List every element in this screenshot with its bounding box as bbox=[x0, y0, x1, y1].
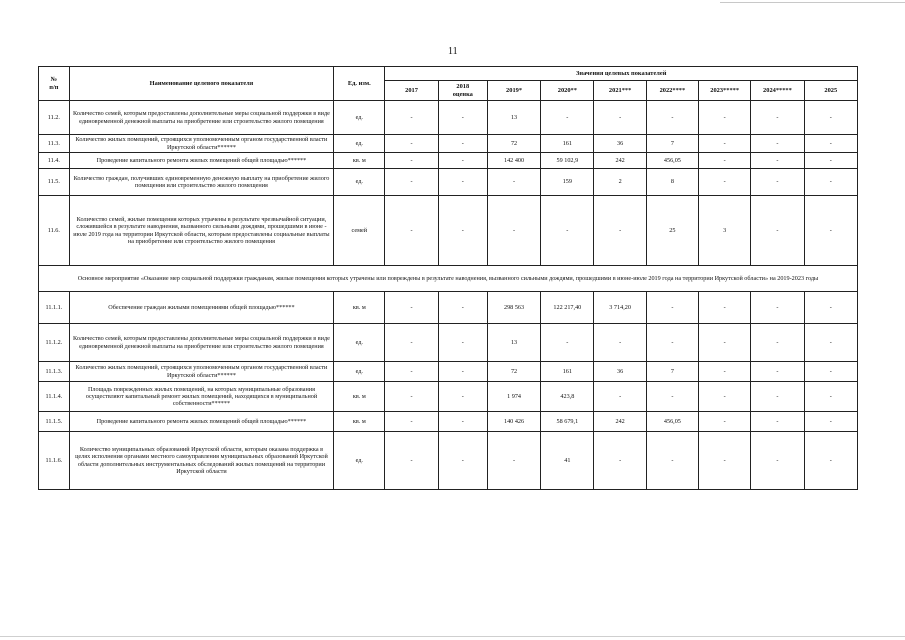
value-cell: 72 bbox=[487, 362, 540, 382]
value-cell: 59 102,9 bbox=[541, 153, 594, 169]
row-number: 11.1.2. bbox=[39, 324, 70, 362]
unit-cell: ед. bbox=[334, 432, 385, 490]
header-name: Наименование целевого показателя bbox=[69, 67, 333, 101]
header-num: № п/п bbox=[39, 67, 70, 101]
indicator-name: Количество семей, которым предоставлены дополнительные меры социальной поддержки в виде единовременной денежной выплаты на приобретение или строительство жилого помещения bbox=[69, 101, 333, 135]
value-cell: 13 bbox=[487, 101, 540, 135]
unit-cell: кв. м bbox=[334, 412, 385, 432]
value-cell: - bbox=[751, 292, 804, 324]
value-cell: - bbox=[594, 196, 646, 266]
value-cell: - bbox=[541, 101, 594, 135]
value-cell: - bbox=[751, 101, 804, 135]
value-cell: 140 426 bbox=[487, 412, 540, 432]
table-row bbox=[39, 292, 858, 324]
header-year: 2020** bbox=[541, 81, 594, 101]
value-cell: 298 563 bbox=[487, 292, 540, 324]
value-cell: 161 bbox=[541, 135, 594, 153]
value-cell: - bbox=[751, 153, 804, 169]
value-cell: - bbox=[804, 324, 857, 362]
value-cell: - bbox=[385, 153, 438, 169]
value-cell: - bbox=[699, 362, 751, 382]
value-cell: - bbox=[385, 382, 438, 412]
row-number: 11.5. bbox=[39, 169, 70, 196]
value-cell: - bbox=[541, 324, 594, 362]
indicator-name: Обеспечение граждан жилыми помещениями общей площадью****** bbox=[69, 292, 333, 324]
value-cell: - bbox=[385, 412, 438, 432]
value-cell: - bbox=[438, 196, 487, 266]
target-indicators-table bbox=[38, 66, 858, 490]
value-cell: 122 217,40 bbox=[541, 292, 594, 324]
value-cell: - bbox=[804, 153, 857, 169]
table-row bbox=[39, 382, 858, 412]
value-cell: - bbox=[487, 169, 540, 196]
value-cell: - bbox=[438, 169, 487, 196]
table-row bbox=[39, 324, 858, 362]
table-row bbox=[39, 196, 858, 266]
value-cell: - bbox=[699, 135, 751, 153]
row-number: 11.1.5. bbox=[39, 412, 70, 432]
value-cell: - bbox=[438, 101, 487, 135]
value-cell: 7 bbox=[646, 135, 698, 153]
header-unit: Ед. изм. bbox=[334, 67, 385, 101]
value-cell: 242 bbox=[594, 412, 646, 432]
header-year: 2017 bbox=[385, 81, 438, 101]
unit-cell: кв. м bbox=[334, 292, 385, 324]
value-cell: - bbox=[699, 324, 751, 362]
value-cell: - bbox=[699, 153, 751, 169]
unit-cell: кв. м bbox=[334, 382, 385, 412]
value-cell: - bbox=[438, 135, 487, 153]
header-year: 2023***** bbox=[699, 81, 751, 101]
value-cell: - bbox=[438, 324, 487, 362]
table-row bbox=[39, 169, 858, 196]
value-cell: - bbox=[438, 292, 487, 324]
value-cell: - bbox=[751, 169, 804, 196]
value-cell: - bbox=[751, 135, 804, 153]
value-cell: - bbox=[804, 169, 857, 196]
value-cell: - bbox=[804, 412, 857, 432]
value-cell: 3 bbox=[699, 196, 751, 266]
row-number: 11.1.6. bbox=[39, 432, 70, 490]
value-cell: - bbox=[594, 101, 646, 135]
header-year: 2025 bbox=[804, 81, 857, 101]
header-year: 2022**** bbox=[646, 81, 698, 101]
value-cell: - bbox=[438, 153, 487, 169]
value-cell: - bbox=[487, 432, 540, 490]
table-row bbox=[39, 101, 858, 135]
value-cell: 36 bbox=[594, 135, 646, 153]
unit-cell: ед. bbox=[334, 169, 385, 196]
value-cell: - bbox=[699, 412, 751, 432]
value-cell: 142 400 bbox=[487, 153, 540, 169]
value-cell: - bbox=[751, 412, 804, 432]
value-cell: - bbox=[804, 432, 857, 490]
value-cell: - bbox=[804, 382, 857, 412]
value-cell: 2 bbox=[594, 169, 646, 196]
value-cell: - bbox=[438, 432, 487, 490]
value-cell: - bbox=[385, 135, 438, 153]
value-cell: - bbox=[646, 324, 698, 362]
unit-cell: ед. bbox=[334, 324, 385, 362]
value-cell: - bbox=[594, 382, 646, 412]
unit-cell: ед. bbox=[334, 101, 385, 135]
unit-cell: кв. м bbox=[334, 153, 385, 169]
value-cell: - bbox=[541, 196, 594, 266]
value-cell: - bbox=[385, 362, 438, 382]
section-row bbox=[39, 266, 858, 292]
header-year: 2021*** bbox=[594, 81, 646, 101]
header-values-group: Значения целевых показателей bbox=[385, 67, 858, 81]
value-cell: - bbox=[751, 362, 804, 382]
value-cell: - bbox=[804, 101, 857, 135]
value-cell: - bbox=[594, 324, 646, 362]
value-cell: - bbox=[804, 135, 857, 153]
value-cell: - bbox=[699, 382, 751, 412]
unit-cell: семей bbox=[334, 196, 385, 266]
value-cell: 1 974 bbox=[487, 382, 540, 412]
value-cell: 242 bbox=[594, 153, 646, 169]
scan-edge-bottom bbox=[0, 636, 905, 637]
table-row bbox=[39, 362, 858, 382]
value-cell: 36 bbox=[594, 362, 646, 382]
indicator-name: Количество семей, которым предоставлены дополнительные меры социальной поддержки в виде единовременной денежной выплаты на приобретение или строительство жилого помещения bbox=[69, 324, 333, 362]
value-cell: - bbox=[751, 432, 804, 490]
value-cell: - bbox=[804, 196, 857, 266]
value-cell: - bbox=[385, 169, 438, 196]
value-cell: - bbox=[594, 432, 646, 490]
row-number: 11.6. bbox=[39, 196, 70, 266]
table-row bbox=[39, 412, 858, 432]
row-number: 11.1.1. bbox=[39, 292, 70, 324]
row-number: 11.1.4. bbox=[39, 382, 70, 412]
row-number: 11.4. bbox=[39, 153, 70, 169]
value-cell: 13 bbox=[487, 324, 540, 362]
value-cell: - bbox=[646, 292, 698, 324]
value-cell: - bbox=[385, 324, 438, 362]
value-cell: 159 bbox=[541, 169, 594, 196]
value-cell: - bbox=[438, 362, 487, 382]
value-cell: - bbox=[646, 432, 698, 490]
value-cell: - bbox=[699, 292, 751, 324]
value-cell: 456,05 bbox=[646, 153, 698, 169]
value-cell: - bbox=[699, 432, 751, 490]
value-cell: - bbox=[385, 432, 438, 490]
value-cell: - bbox=[385, 101, 438, 135]
indicator-name: Количество граждан, получивших единовременную денежную выплату на приобретение жилого помещения или строительство жилого помещения bbox=[69, 169, 333, 196]
value-cell: 161 bbox=[541, 362, 594, 382]
value-cell: 7 bbox=[646, 362, 698, 382]
value-cell: - bbox=[438, 412, 487, 432]
value-cell: - bbox=[699, 169, 751, 196]
header-year: 2019* bbox=[487, 81, 540, 101]
page-number: 11 bbox=[448, 46, 458, 57]
value-cell: - bbox=[804, 292, 857, 324]
row-number: 11.1.3. bbox=[39, 362, 70, 382]
row-number: 11.2. bbox=[39, 101, 70, 135]
table-row bbox=[39, 135, 858, 153]
value-cell: - bbox=[385, 196, 438, 266]
value-cell: - bbox=[751, 196, 804, 266]
value-cell: - bbox=[438, 382, 487, 412]
value-cell: 3 714,20 bbox=[594, 292, 646, 324]
table-row bbox=[39, 432, 858, 490]
value-cell: - bbox=[646, 101, 698, 135]
unit-cell: ед. bbox=[334, 362, 385, 382]
value-cell: - bbox=[385, 292, 438, 324]
indicator-name: Количество семей, жилые помещения которых утрачены в результате чрезвычайной ситуации, сложившейся в результате наводнения, вызванного сильными дождями, прошедшими в июне - июле 2019 года на территории Иркутской области, которым предоставлены социальные выплаты на приобретение или строительство жилого помещения bbox=[69, 196, 333, 266]
value-cell: 25 bbox=[646, 196, 698, 266]
value-cell: - bbox=[699, 101, 751, 135]
header-year: 2024***** bbox=[751, 81, 804, 101]
value-cell: 456,05 bbox=[646, 412, 698, 432]
indicator-name: Проведение капитального ремонта жилых помещений общей площадью****** bbox=[69, 153, 333, 169]
unit-cell: ед. bbox=[334, 135, 385, 153]
table-row bbox=[39, 153, 858, 169]
value-cell: - bbox=[646, 382, 698, 412]
indicator-name: Количество жилых помещений, строящихся уполномоченным органом государственной власти Иркутской области****** bbox=[69, 135, 333, 153]
value-cell: - bbox=[751, 324, 804, 362]
section-title: Основное мероприятие «Оказание мер социальной поддержки гражданам, жилые помещения которых утрачены или повреждены в результате наводнения, вызванного сильными дождями, прошедшими в июне-июле 2019 года на территории Иркутской области» на 2019-2023 годы bbox=[39, 266, 858, 292]
value-cell: - bbox=[487, 196, 540, 266]
value-cell: - bbox=[751, 382, 804, 412]
scan-edge-top bbox=[720, 2, 905, 3]
value-cell: 41 bbox=[541, 432, 594, 490]
value-cell: 72 bbox=[487, 135, 540, 153]
indicator-name: Площадь поврежденных жилых помещений, на которых муниципальные образования осуществляют капитальный ремонт жилых помещений, находящихся в муниципальной собственности****** bbox=[69, 382, 333, 412]
value-cell: 8 bbox=[646, 169, 698, 196]
row-number: 11.3. bbox=[39, 135, 70, 153]
value-cell: 58 679,1 bbox=[541, 412, 594, 432]
header-year: 2018 оценка bbox=[438, 81, 487, 101]
indicator-name: Проведение капитального ремонта жилых помещений общей площадью****** bbox=[69, 412, 333, 432]
value-cell: 423,8 bbox=[541, 382, 594, 412]
indicator-name: Количество жилых помещений, строящихся уполномоченным органом государственной власти Иркутской области****** bbox=[69, 362, 333, 382]
indicator-name: Количество муниципальных образований Иркутской области, которым оказана поддержка в целях исполнения органами местного самоуправления муниципальных образований Иркутской области дополнительных инструментальных обследований жилых помещений на территории Иркутской области bbox=[69, 432, 333, 490]
value-cell: - bbox=[804, 362, 857, 382]
